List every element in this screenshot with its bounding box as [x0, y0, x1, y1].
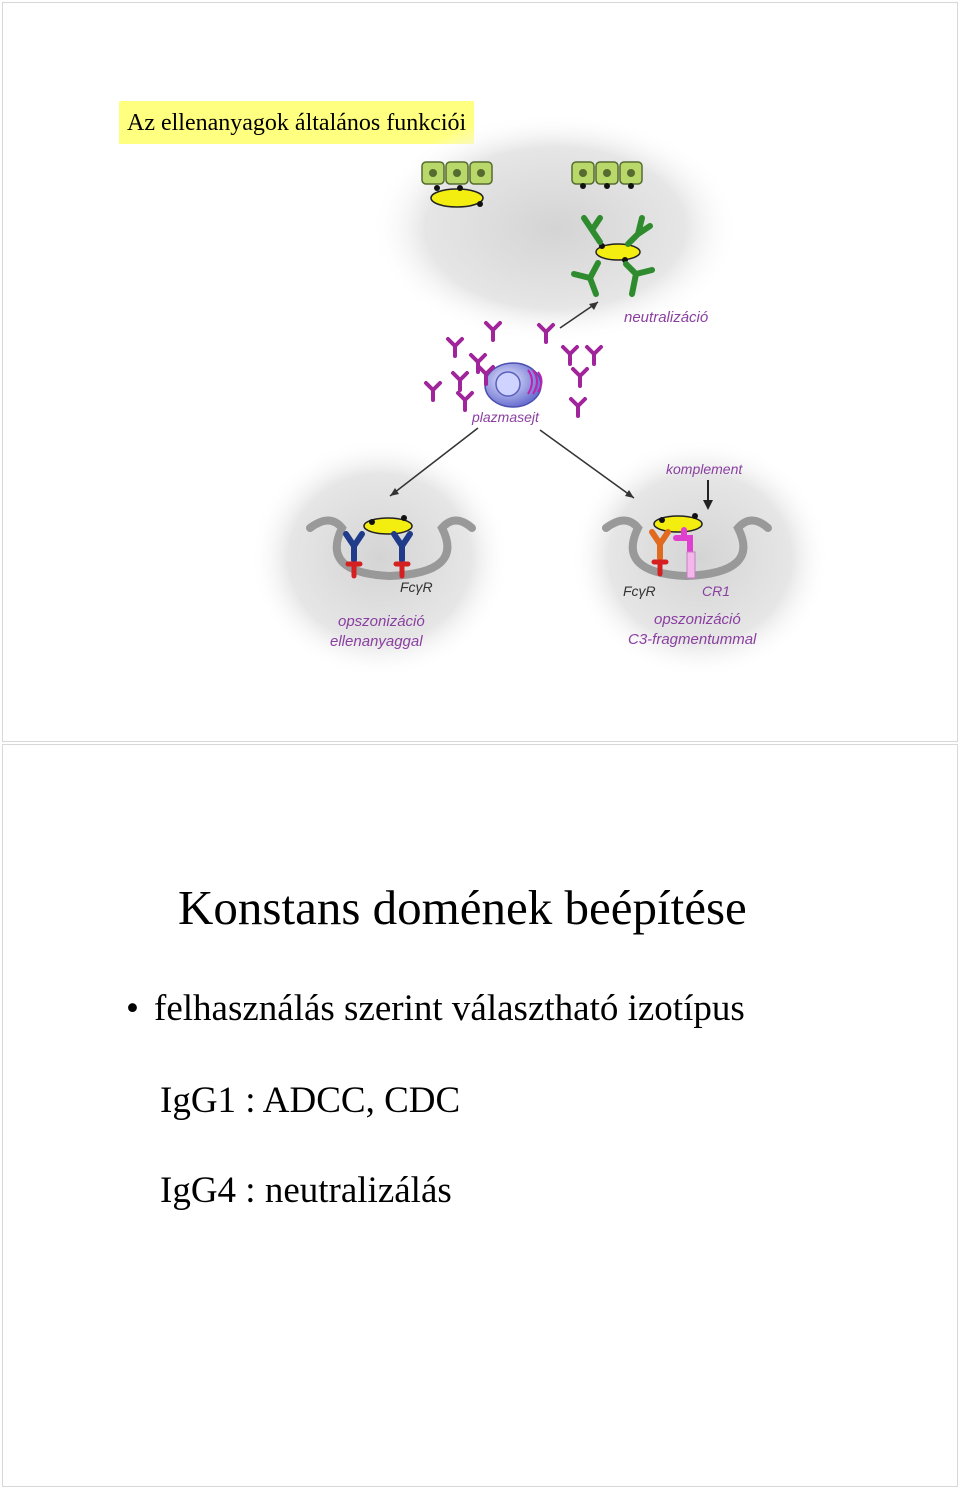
slide-2	[2, 744, 958, 1487]
isotype-line-igg1: IgG1 : ADCC, CDC	[160, 1080, 461, 1121]
fcr-right-label: FcγR	[623, 583, 656, 599]
slide-2-heading: Konstans domének beépítése	[178, 880, 747, 935]
complement-label: komplement	[666, 461, 743, 477]
opsonization-antibody-line2: ellenanyaggal	[330, 633, 423, 650]
isotype-line-igg4: IgG4 : neutralizálás	[160, 1170, 452, 1211]
fcr-left-label: FcγR	[400, 579, 433, 595]
opsonization-c3-line2: C3-fragmentummal	[628, 631, 757, 648]
opsonization-antibody-line1: opszonizáció	[338, 613, 425, 630]
epithelial-cells-right	[572, 162, 642, 189]
bullet-icon: •	[126, 988, 139, 1029]
plasma-cell	[485, 363, 542, 407]
opsonization-c3-line1: opszonizáció	[654, 611, 741, 628]
epithelial-cells-left	[422, 162, 492, 207]
slide-1-title: Az ellenanyagok általános funkciói	[119, 101, 474, 144]
plasma-cell-label: plazmasejt	[472, 409, 539, 425]
bullet-text: felhasználás szerint választható izotípus	[154, 988, 745, 1029]
cr1-label: CR1	[702, 583, 731, 599]
neutralization-label: neutralizáció	[624, 309, 709, 326]
antibody-functions-diagram	[250, 118, 830, 673]
bullet-item	[126, 986, 745, 1032]
pathogen	[431, 189, 483, 207]
